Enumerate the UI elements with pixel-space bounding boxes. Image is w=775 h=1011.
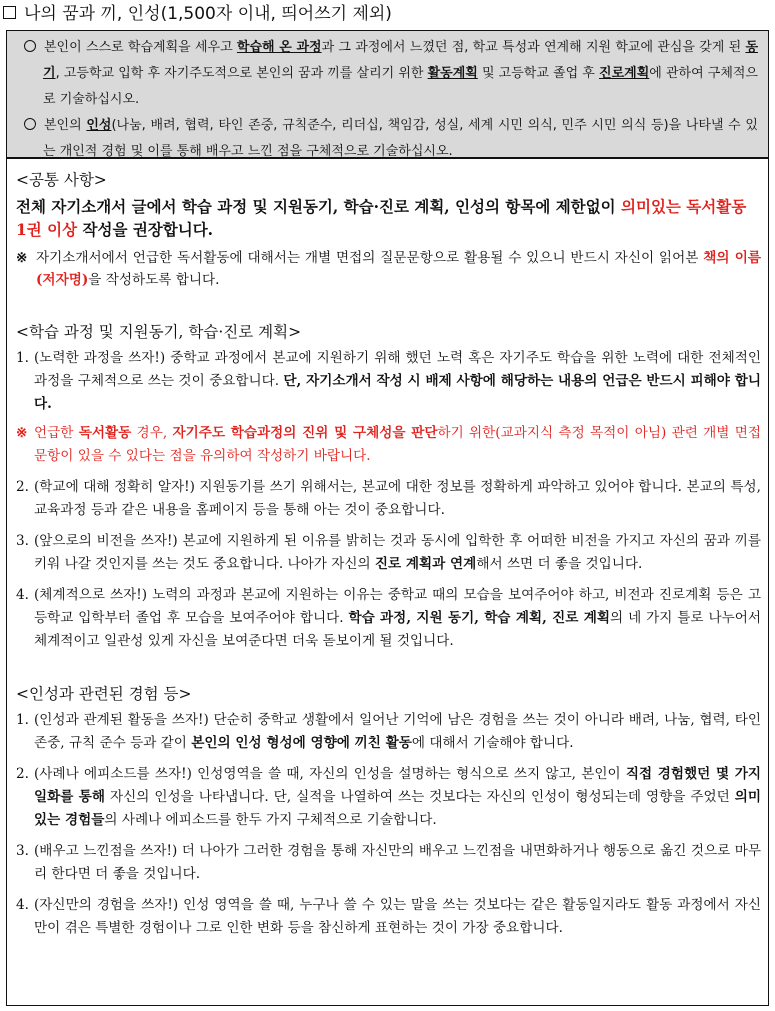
text-run: (노력한 과정을 쓰자!) 중학교 과정에서 본교에 지원하기 위해 했던 노력 혹은 자기주도 학습을 위한 노력에 대한 전체적인 과정을 구체적으로 쓰는 것이 중요합니다.	[34, 350, 761, 389]
circle-bullet-icon	[24, 40, 36, 52]
guide-content	[16, 161, 761, 940]
text-run: 직접 경험했던 몇 가지 일화를 통해	[34, 766, 761, 805]
text-run: 인성	[86, 118, 112, 133]
text-run: (자신만의 경험을 쓰자!) 인성 영역을 쓸 때, 누구나 쓸 수 있는 말을 쓰는 것보다는 같은 활동일지라도 활동 과정에서 자신만이 겪은 특별한 경험이나 그로 인한 변화 등을 참신하게 표현하는 것이 가장 중요합니다.	[34, 897, 761, 936]
study-item-4: 4. (체계적으로 쓰자!) 노력의 과정과 본교에 지원하는 이유는 중학교 때의 모습을 보여주어야 하고, 비전과 진로계획 등은 고등학교 입학부터 졸업 후 모습을 보여주어야 합니다. 학습 과정, 지원 동기, 학습 계획, 진로 계획의 네 가지 틀로 나누어서 체계적이고 일관성 있게 자신을 보여준다면 더욱 돋보이게 될 것입니다.	[16, 587, 761, 649]
instructions-box	[7, 31, 768, 159]
section-title-text: 나의 꿈과 끼, 인성(1,500자 이내, 띄어쓰기 제외)	[24, 4, 392, 24]
text-run: (인성과 관계된 활동을 쓰자!) 단순히 중학교 생활에서 일어난 기억에 남은 경험을 쓰는 것이 아니라 배려, 나눔, 협력, 타인 존중, 규칙 준수 등과 같이	[34, 712, 761, 751]
text-run: 동기	[43, 40, 758, 81]
instruction-2	[24, 113, 758, 165]
character-item-3: 3. (배우고 느낀점을 쓰자!) 더 나아가 그러한 경험을 통해 자신만의 배우고 느낀점을 내면화하거나 행동으로 옮긴 것으로 마무리 한다면 더 좋을 것입니다.	[16, 843, 761, 882]
text-run: (체계적으로 쓰자!) 노력의 과정과 본교에 지원하는 이유는 중학교 때의 모습을 보여주어야 하고, 비전과 진로계획 등은 고등학교 입학부터 졸업 후 모습을 보여주어야 합니다.	[34, 587, 761, 626]
study-heading: <학습 과정 및 지원동기, 학습·진로 계획>	[16, 323, 302, 341]
text-run: 에 관하여 구체적으로 기술하십시오.	[43, 66, 758, 107]
text-run: 작성을 권장합니다.	[77, 220, 214, 239]
text-run: 독서활동	[78, 425, 132, 441]
character-item-2: 2. (사례나 에피소드를 쓰자!) 인성영역을 쓸 때, 자신의 인성을 설명하는 형식으로 쓰지 않고, 본인이 직접 경험했던 몇 가지 일화를 통해 자신의 인성을 나타냅니다. 단, 실적을 나열하여 쓰는 것보다는 자신의 인성이 형성되는데 영향을 주었던 의미 있는 경험들의 사례나 에피소드를 한두 가지 구체적으로 기술합니다.	[16, 766, 761, 828]
checkbox-square-icon	[3, 6, 16, 19]
text-run: 진로 계획과 연계	[374, 556, 477, 572]
character-item-4: 4. (자신만의 경험을 쓰자!) 인성 영역을 쓸 때, 누구나 쓸 수 있는 말을 쓰는 것보다는 같은 활동일지라도 활동 과정에서 자신만이 겪은 특별한 경험이나 그로 인한 변화 등을 참신하게 표현하는 것이 가장 중요합니다.	[16, 897, 761, 936]
text-run: 경우,	[131, 425, 173, 441]
section-title	[3, 1, 773, 27]
text-run: 의미 있는 경험들	[34, 789, 761, 828]
study-item-2: 2. (학교에 대해 정확히 알자!) 지원동기를 쓰기 위해서는, 본교에 대한 정보를 정확하게 파악하고 있어야 합니다. 본교의 특성, 교육과정 등과 같은 내용을 홈페이지 등을 통해 아는 것이 중요합니다.	[16, 479, 761, 518]
text-run: 의미있는 독서활동 1권 이상	[16, 197, 747, 239]
text-run: 본인의	[44, 118, 87, 133]
text-run: 자기소개서에서 언급한 독서활동에 대해서는 개별 면접의 질문문항으로 활용될 수 있으니 반드시 자신이 읽어본	[36, 250, 704, 266]
text-run: 해서 쓰면 더 좋을 것입니다.	[476, 556, 643, 572]
text-run: 자신의 인성을 나타냅니다. 단, 실적을 나열하여 쓰는 것보다는 자신의 인성이 형성되는데 영향을 주었던	[105, 789, 735, 805]
common-lead	[16, 195, 761, 241]
text-run: 학습해 온 과정	[236, 40, 322, 55]
text-run: 과 그 과정에서 느꼈던 점, 학교 특성과 연계해 지원 학교에 관심을 갖게 된	[321, 40, 746, 55]
text-run: 의 사례나 에피소드를 한두 가지 구체적으로 기술합니다.	[104, 812, 437, 828]
text-run: (앞으로의 비전을 쓰자!) 본교에 지원하게 된 이유를 밝히는 것과 동시에 입학한 후 어떠한 비전을 가지고 자신의 꿈과 끼를 키워 나갈 것인지를 쓰는 것도 중요합니다. 나아가 자신의	[34, 533, 761, 572]
study-item-1: 1. (노력한 과정을 쓰자!) 중학교 과정에서 본교에 지원하기 위해 했던 노력 혹은 자기주도 학습을 위한 노력에 대한 전체적인 과정을 구체적으로 쓰는 것이 중요합니다. 단, 자기소개서 작성 시 배제 사항에 해당하는 내용의 언급은 반드시 피해야 합니다.	[16, 350, 761, 412]
text-run: 활동계획	[427, 66, 478, 81]
study-note: ※ 언급한 독서활동 경우, 자기주도 학습과정의 진위 및 구체성을 판단하기 위한(교과지식 측정 목적이 아님) 관련 개별 면접 문항이 있을 수 있다는 점을 유의하여 작성하기 바랍니다.	[16, 425, 762, 464]
text-run: (나눔, 배려, 협력, 타인 존중, 규칙준수, 리더십, 책임감, 성실, 세계 시민 의식, 민주 시민 의식 등)을 나타낼 수 있는 개인적 경험 및 이를 통해 배우고 느낀 점을 구체적으로 기술하십시오.	[43, 118, 758, 159]
text-run: 전체 자기소개서 글에서 학습 과정 및 지원동기, 학습·진로 계획, 인성의 항목에 제한없이	[16, 197, 622, 216]
reference-mark: ※	[16, 250, 28, 266]
text-run: 에 대해서 기술해야 합니다.	[411, 735, 574, 751]
text-run: , 고등학교 입학 후 자기주도적으로 본인의 꿈과 끼를 살리기 위한	[55, 66, 428, 81]
text-run: 하기 위한(교과지식 측정 목적이 아님) 관련 개별 면접 문항이 있을 수 있다는 점을 유의하여 작성하기 바랍니다.	[34, 425, 762, 464]
instruction-1	[24, 35, 758, 113]
character-item-1: 1. (인성과 관계된 활동을 쓰자!) 단순히 중학교 생활에서 일어난 기억에 남은 경험을 쓰는 것이 아니라 배려, 나눔, 협력, 타인 존중, 규칙 준수 등과 같이 본인의 인성 형성에 영향에 끼친 활동에 대해서 기술해야 합니다.	[16, 712, 761, 751]
text-run: (학교에 대해 정확히 알자!) 지원동기를 쓰기 위해서는, 본교에 대한 정보를 정확하게 파악하고 있어야 합니다. 본교의 특성, 교육과정 등과 같은 내용을 홈페이지 등을 통해 아는 것이 중요합니다.	[34, 479, 761, 518]
text-run: 진로계획	[599, 66, 650, 81]
text-run: (사례나 에피소드를 쓰자!) 인성영역을 쓸 때, 자신의 인성을 설명하는 형식으로 쓰지 않고, 본인이	[34, 766, 626, 782]
text-run: 을 작성하도록 합니다.	[88, 272, 220, 288]
text-run: 언급한	[34, 425, 79, 441]
text-run: 자기주도 학습과정의 진위 및 구체성을 판단	[172, 425, 438, 441]
text-run: 학습 과정, 지원 동기, 학습 계획, 진로 계획	[348, 610, 611, 626]
text-run: 책의 이름(저자명)	[36, 250, 761, 288]
common-heading: <공통 사항>	[16, 171, 107, 189]
text-run: 본인이 스스로 학습계획을 세우고	[44, 40, 237, 55]
text-run: 본인의 인성 형성에 영향에 끼친 활동	[191, 735, 412, 751]
text-run: (배우고 느낀점을 쓰자!) 더 나아가 그러한 경험을 통해 자신만의 배우고 느낀점을 내면화하거나 행동으로 옮긴 것으로 마무리 한다면 더 좋을 것입니다.	[34, 843, 761, 882]
text-run: 및 고등학교 졸업 후	[477, 66, 600, 81]
common-note	[16, 247, 761, 291]
character-heading: <인성과 관련된 경험 등>	[16, 685, 192, 703]
circle-bullet-icon	[24, 118, 36, 130]
text-run: 의 네 가지 틀로 나누어서 체계적이고 일관성 있게 자신을 보여준다면 더욱 돋보이게 될 것입니다.	[34, 610, 761, 649]
study-item-3: 3. (앞으로의 비전을 쓰자!) 본교에 지원하게 된 이유를 밝히는 것과 동시에 입학한 후 어떠한 비전을 가지고 자신의 꿈과 끼를 키워 나갈 것인지를 쓰는 것도 중요합니다. 나아가 자신의 진로 계획과 연계해서 쓰면 더 좋을 것입니다.	[16, 533, 761, 572]
text-run: 단, 자기소개서 작성 시 배제 사항에 해당하는 내용의 언급은 반드시 피해야 합니다.	[34, 373, 761, 412]
essay-guide-frame	[6, 30, 769, 1006]
